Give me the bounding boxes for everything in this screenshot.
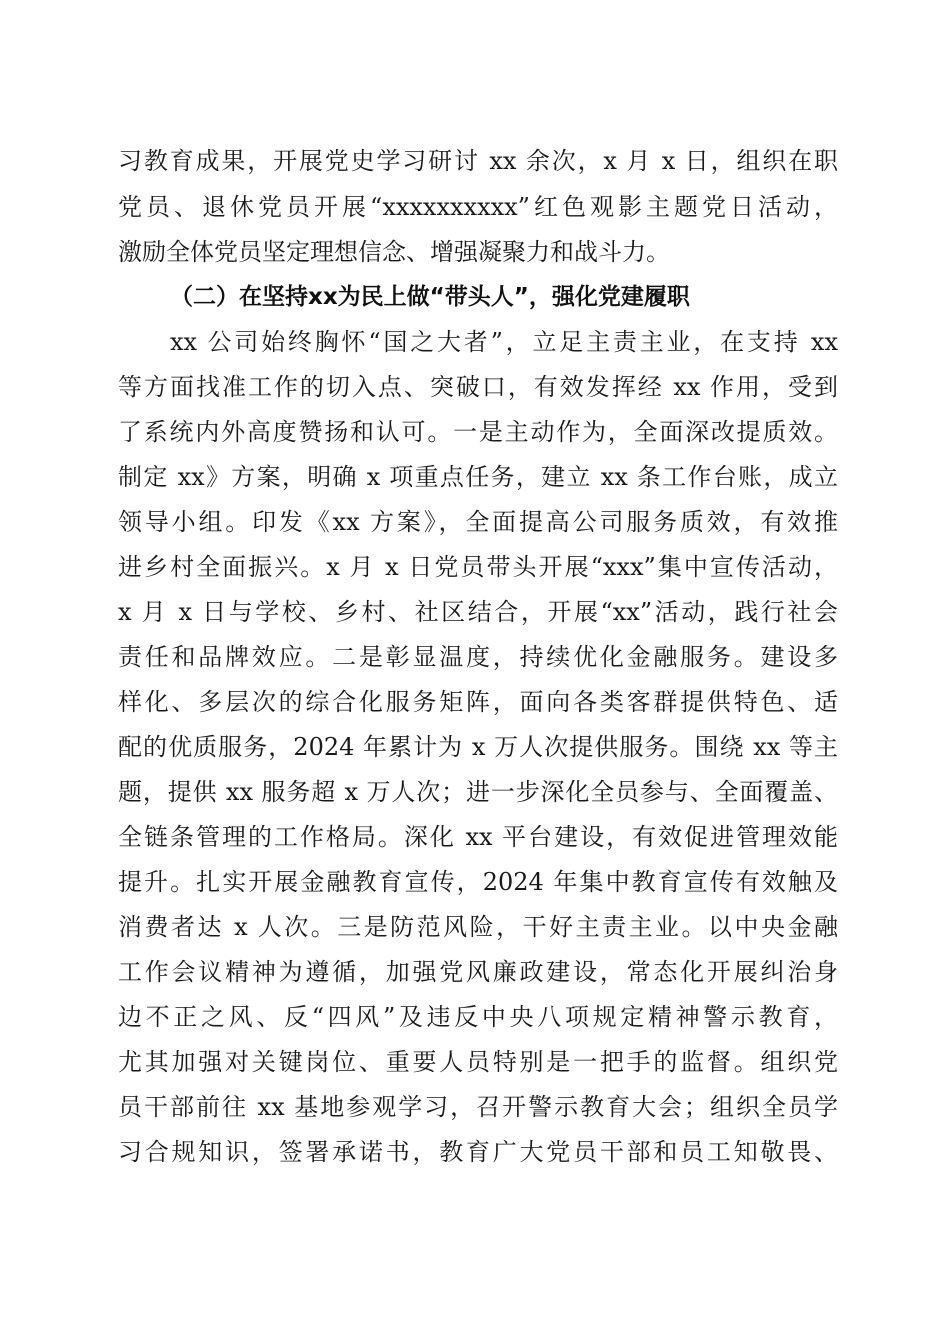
section-heading: （二）在坚持xx为民上做“带头人”，强化党建履职 xyxy=(170,284,690,310)
body-text-line: 提升。扎实开展金融教育宣传，2024 年集中教育宣传有效触及 xyxy=(118,868,838,896)
body-text-line: 题，提供 xx 服务超 x 万人次；进一步深化全员参与、全面覆盖、 xyxy=(118,778,838,806)
body-text-line: 习教育成果，开展党史学习研讨 xx 余次，x 月 x 日，组织在职 xyxy=(118,147,838,175)
body-text-line: 边不正之风、反“四风”及违反中央八项规定精神警示教育， xyxy=(118,1003,838,1031)
body-text-line: 等方面找准工作的切入点、突破口，有效发挥经 xx 作用，受到 xyxy=(118,373,838,401)
body-text-line: 习合规知识，签署承诺书，教育广大党员干部和员工知敬畏、 xyxy=(118,1138,838,1166)
body-text-line: 制定 xx》方案，明确 x 项重点任务，建立 xx 条工作台账，成立 xyxy=(118,463,838,491)
body-text-line: 全链条管理的工作格局。深化 xx 平台建设，有效促进管理效能 xyxy=(118,823,838,851)
body-text-line: 进乡村全面振兴。x 月 x 日党员带头开展“xxx”集中宣传活动， xyxy=(118,553,838,581)
body-text-line: 了系统内外高度赞扬和认可。一是主动作为，全面深改提质效。 xyxy=(118,418,838,446)
body-text-line: x 月 x 日与学校、乡村、社区结合，开展“xx”活动，践行社会 xyxy=(118,598,838,626)
body-text-line: 尤其加强对关键岗位、重要人员特别是一把手的监督。组织党 xyxy=(118,1048,838,1076)
body-text-line: 党员、退休党员开展“xxxxxxxxxx”红色观影主题党日活动， xyxy=(118,193,838,221)
body-text-line: 配的优质服务，2024 年累计为 x 万人次提供服务。围绕 xx 等主 xyxy=(118,733,838,761)
body-text-line: 工作会议精神为遵循，加强党风廉政建设，常态化开展纠治身 xyxy=(118,958,838,986)
body-text-line: xx 公司始终胸怀“国之大者”，立足主责主业，在支持 xx xyxy=(170,328,838,356)
body-text-line: 样化、多层次的综合化服务矩阵，面向各类客群提供特色、适 xyxy=(118,688,838,716)
body-text-line: 领导小组。印发《xx 方案》，全面提高公司服务质效，有效推 xyxy=(118,508,838,536)
body-text-line: 员干部前往 xx 基地参观学习，召开警示教育大会；组织全员学 xyxy=(118,1093,838,1121)
body-text-line: 消费者达 x 人次。三是防范风险，干好主责主业。以中央金融 xyxy=(118,913,838,941)
body-text-line: 激励全体党员坚定理想信念、增强凝聚力和战斗力。 xyxy=(118,238,670,266)
body-text-line: 责任和品牌效应。二是彰显温度，持续优化金融服务。建设多 xyxy=(118,643,838,671)
